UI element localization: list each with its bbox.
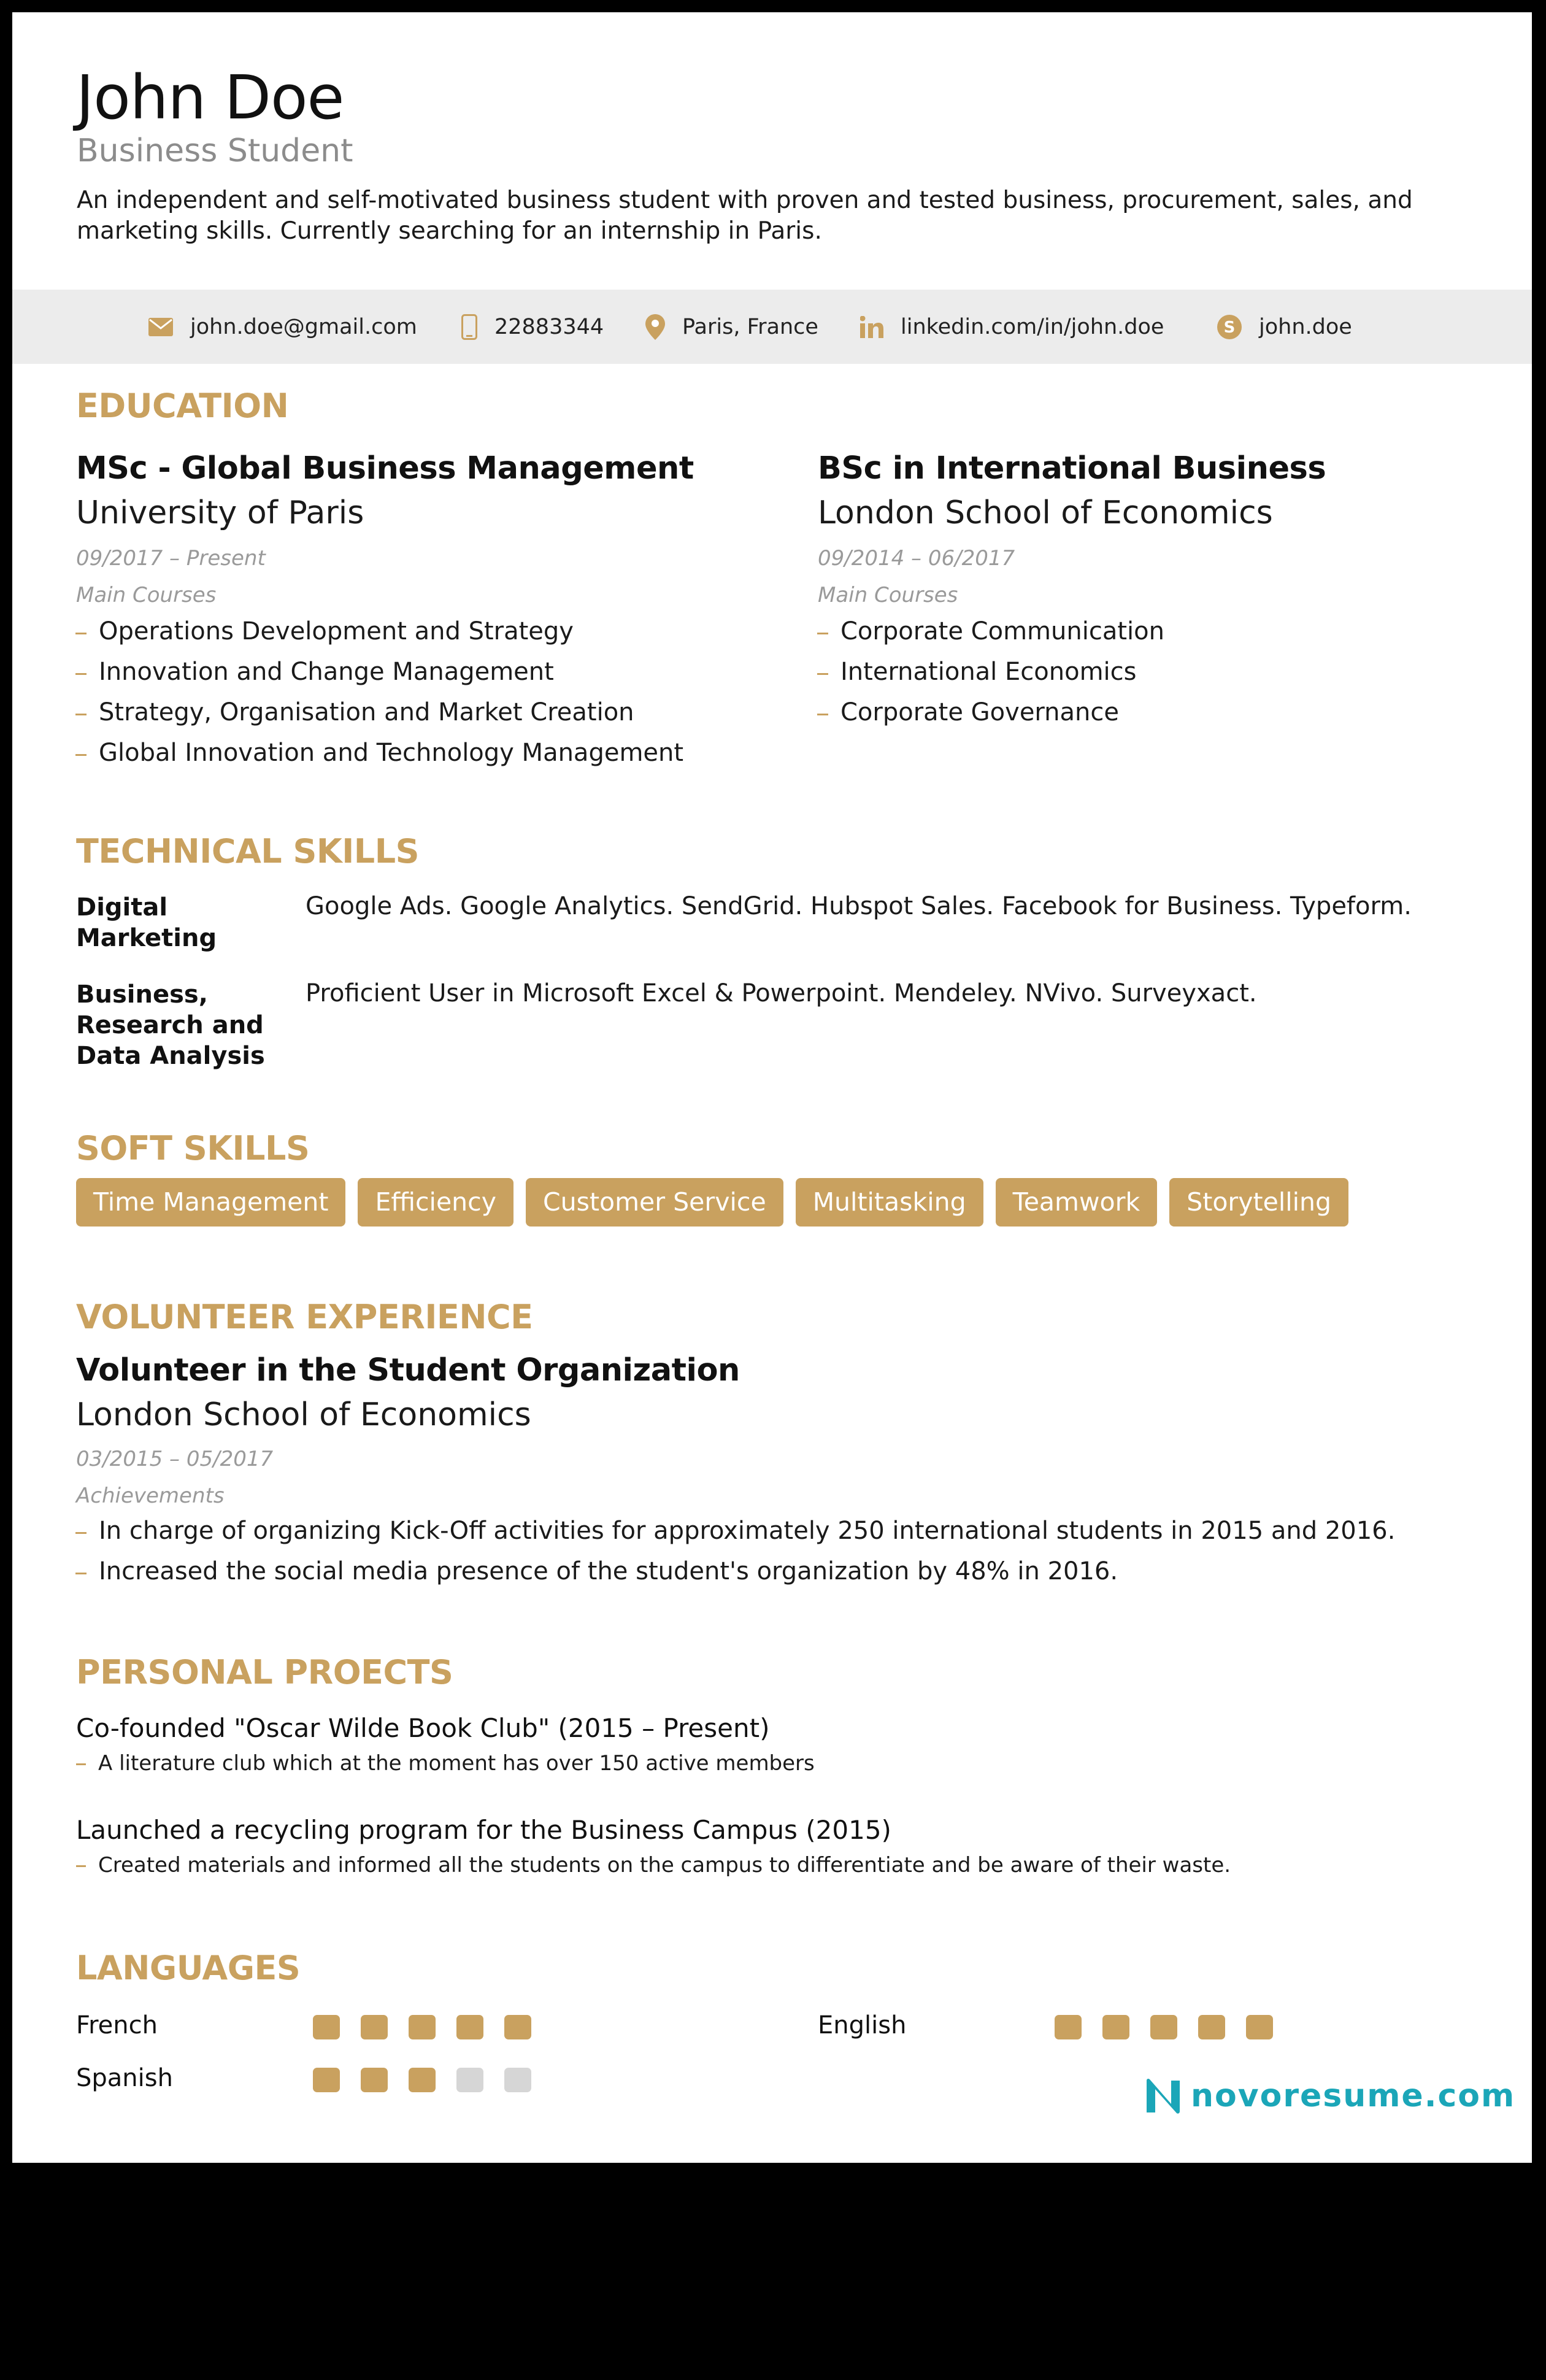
contact-skype[interactable] bbox=[1217, 290, 1352, 364]
soft-skill-tags bbox=[76, 1178, 1348, 1227]
volunteer-role: Volunteer in the Student Organization bbox=[76, 1352, 740, 1388]
level-dot-filled bbox=[361, 2015, 388, 2039]
skype-icon bbox=[1217, 315, 1242, 339]
section-title-volunteer: VOLUNTEER EXPERIENCE bbox=[76, 1298, 533, 1336]
education-dates-2: 09/2014 – 06/2017 bbox=[818, 546, 1015, 571]
education-dates-1: 09/2017 – Present bbox=[76, 546, 266, 571]
education-school-1: University of Paris bbox=[76, 495, 364, 531]
course-item: Operations Development and Strategy bbox=[99, 617, 574, 645]
contact-email[interactable] bbox=[148, 290, 417, 364]
course-item: Innovation and Change Management bbox=[99, 658, 554, 686]
contact-bar bbox=[12, 290, 1532, 364]
achievement-item: In charge of organizing Kick-Off activities for approximately 250 international students in 2015 and 2016. bbox=[99, 1517, 1396, 1545]
skill-value-business-research: Proficient User in Microsoft Excel & Powerpoint. Mendeley. NVivo. Surveyxact. bbox=[306, 979, 1257, 1007]
soft-skill-tag: Storytelling bbox=[1169, 1178, 1348, 1227]
project-desc: A literature club which at the moment has over 150 active members bbox=[98, 1751, 815, 1776]
level-dot-empty bbox=[504, 2068, 531, 2092]
education-courses-label-2: Main Courses bbox=[818, 583, 958, 607]
achievement-item: Increased the social media presence of the student's organization by 48% in 2016. bbox=[99, 1557, 1118, 1585]
resume-title: Business Student bbox=[77, 133, 353, 169]
soft-skill-tag: Efficiency bbox=[358, 1178, 513, 1227]
svg-text:S: S bbox=[1223, 318, 1236, 337]
level-dot-filled bbox=[409, 2015, 436, 2039]
skill-label-business-research: Business, Research and Data Analysis bbox=[76, 980, 265, 1070]
language-level-english bbox=[1055, 2015, 1273, 2039]
course-item: Strategy, Organisation and Market Creation bbox=[99, 698, 634, 726]
soft-skill-tag: Multitasking bbox=[796, 1178, 983, 1227]
email-icon bbox=[148, 318, 173, 336]
course-item: Corporate Communication bbox=[840, 617, 1164, 645]
volunteer-org: London School of Economics bbox=[76, 1396, 531, 1433]
language-level-spanish bbox=[313, 2068, 531, 2092]
linkedin-icon bbox=[860, 316, 883, 338]
section-title-technical-skills: TECHNICAL SKILLS bbox=[76, 832, 419, 871]
contact-phone[interactable] bbox=[461, 290, 604, 364]
education-school-2: London School of Economics bbox=[818, 495, 1273, 531]
level-dot-filled bbox=[313, 2015, 340, 2039]
section-title-education: EDUCATION bbox=[76, 387, 289, 425]
soft-skill-tag: Teamwork bbox=[996, 1178, 1158, 1227]
novoresume-logo-text: novoresume.com bbox=[1191, 2078, 1516, 2114]
contact-location-text: Paris, France bbox=[682, 314, 818, 339]
contact-linkedin[interactable] bbox=[860, 290, 1164, 364]
section-title-soft-skills: SOFT SKILLS bbox=[76, 1129, 310, 1168]
project-title: Launched a recycling program for the Business Campus (2015) bbox=[76, 1815, 891, 1845]
skill-value-digital-marketing: Google Ads. Google Analytics. SendGrid. Hubspot Sales. Facebook for Business. Typeform. bbox=[306, 892, 1412, 920]
language-name-french: French bbox=[76, 2011, 158, 2039]
soft-skill-tag: Customer Service bbox=[526, 1178, 783, 1227]
soft-skill-tag: Time Management bbox=[76, 1178, 345, 1227]
level-dot-filled bbox=[361, 2068, 388, 2092]
education-degree-1: MSc - Global Business Management bbox=[76, 450, 694, 487]
education-courses-label-1: Main Courses bbox=[76, 583, 217, 607]
course-item: Corporate Governance bbox=[840, 698, 1119, 726]
course-item: Global Innovation and Technology Management bbox=[99, 739, 684, 767]
location-icon bbox=[645, 314, 665, 340]
language-level-french bbox=[313, 2015, 531, 2039]
phone-icon bbox=[461, 314, 477, 340]
skill-label-digital-marketing: Digital Marketing bbox=[76, 893, 217, 952]
level-dot-filled bbox=[1150, 2015, 1177, 2039]
language-name-spanish: Spanish bbox=[76, 2064, 173, 2092]
resume-name: John Doe bbox=[76, 63, 344, 133]
resume-page bbox=[12, 12, 1532, 2163]
level-dot-empty bbox=[456, 2068, 483, 2092]
project-desc: Created materials and informed all the students on the campus to differentiate and be aware of their waste. bbox=[98, 1853, 1231, 1877]
contact-linkedin-text: linkedin.com/in/john.doe bbox=[901, 314, 1164, 339]
section-title-projects: PERSONAL PROECTS bbox=[76, 1653, 453, 1692]
novoresume-n-icon bbox=[1144, 2077, 1182, 2115]
novoresume-logo bbox=[1144, 2077, 1515, 2115]
level-dot-filled bbox=[1055, 2015, 1082, 2039]
project-title: Co-founded "Oscar Wilde Book Club" (2015 – Present) bbox=[76, 1713, 770, 1743]
education-degree-2: BSc in International Business bbox=[818, 450, 1326, 487]
contact-phone-text: 22883344 bbox=[494, 314, 604, 339]
volunteer-achievements-label: Achievements bbox=[76, 1484, 225, 1508]
contact-skype-text: john.doe bbox=[1259, 314, 1352, 339]
section-title-languages: LANGUAGES bbox=[76, 1949, 301, 1987]
level-dot-filled bbox=[313, 2068, 340, 2092]
contact-location[interactable] bbox=[645, 290, 818, 364]
level-dot-filled bbox=[1198, 2015, 1225, 2039]
level-dot-filled bbox=[504, 2015, 531, 2039]
course-item: International Economics bbox=[840, 658, 1137, 686]
volunteer-dates: 03/2015 – 05/2017 bbox=[76, 1447, 274, 1471]
level-dot-filled bbox=[1246, 2015, 1273, 2039]
language-name-english: English bbox=[818, 2011, 907, 2039]
resume-summary: An independent and self-motivated business student with proven and tested business, procurement, sales, and marketing skills. Currently searching for an internship in Paris. bbox=[77, 187, 1413, 245]
contact-email-text: john.doe@gmail.com bbox=[190, 314, 417, 339]
level-dot-filled bbox=[1102, 2015, 1129, 2039]
level-dot-filled bbox=[456, 2015, 483, 2039]
level-dot-filled bbox=[409, 2068, 436, 2092]
